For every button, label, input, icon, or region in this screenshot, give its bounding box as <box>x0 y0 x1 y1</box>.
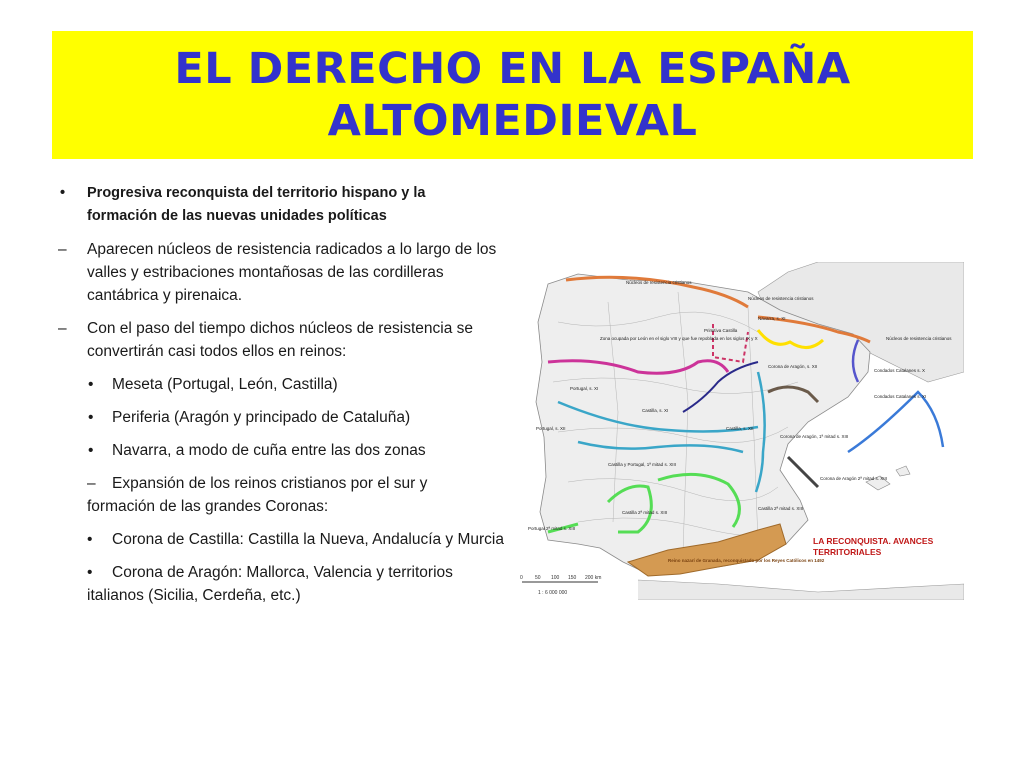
label-nucleos-2: Núcleos de resistencia cristianos <box>748 296 814 301</box>
bullet-mark: • <box>88 442 94 459</box>
scale-tick-50: 50 <box>535 575 541 581</box>
bullet-text: Corona de Aragón: Mallorca, Valencia y territorios italianos (Sicilia, Cerdeña, etc.) <box>87 564 453 604</box>
bullet-text: Navarra, a modo de cuña entre las dos zonas <box>112 442 426 459</box>
label-castilla-2b: Castilla 2ª mitad s. XIII <box>758 506 804 511</box>
list-item <box>56 317 507 363</box>
scale-tick-200: 200 km <box>585 575 602 581</box>
bullet-text: Periferia (Aragón y principado de Cataluña) <box>112 409 411 426</box>
label-primitiva-castilla: Primitiva Castilla <box>704 328 738 333</box>
scale-tick-0: 0 <box>520 575 523 581</box>
list-item <box>56 238 507 307</box>
dash-mark: – <box>58 320 67 337</box>
label-corona-aragon-x: Corona de Aragón, s. XII <box>768 364 818 369</box>
title-line-2: ALTOMEDIEVAL <box>327 96 698 146</box>
dash-mark: – <box>87 475 96 492</box>
label-castilla-portugal: Castilla y Portugal, 1ª mitad s. XIII <box>608 462 676 467</box>
list-item <box>56 561 507 607</box>
label-corona-aragon-2: Corona de Aragón 2ª mitad s. XIII <box>820 476 887 481</box>
bullet-text: Aparecen núcleos de resistencia radicados a lo largo de los valles y estribaciones montañosas de las cordilleras cantábrica y pirenaica. <box>87 241 497 304</box>
list-item <box>56 528 507 551</box>
scale-ratio: 1 : 6 000 000 <box>538 590 568 596</box>
bullet-text: Con el paso del tiempo dichos núcleos de resistencia se convertirán casi todos ellos en reinos: <box>87 320 474 360</box>
label-portugal-xi: Portugal, s. XI <box>570 386 599 391</box>
label-granada: Reino nazarí de Granada, reconquistado por los Reyes Católicos en 1492 <box>668 558 825 563</box>
scale-tick-100: 100 <box>551 575 560 581</box>
map-title-line-2: TERRITORIALES <box>813 547 882 557</box>
list-item <box>56 182 497 228</box>
bullet-list <box>56 182 506 617</box>
label-corona-aragon-xiii: Corona de Aragón, 1ª mitad s. XIII <box>780 434 849 439</box>
scale-tick-150: 150 <box>568 575 577 581</box>
label-zona-ocupada: Zona ocupada por León en el siglo VIII y que fue repoblada en los siglos IX y X <box>600 336 758 341</box>
label-castilla-xii: Castilla, s. XII <box>726 426 754 431</box>
label-castilla-2: Castilla 2ª mitad s. XIII <box>622 510 668 515</box>
list-item <box>56 472 487 518</box>
bullet-mark: • <box>87 564 93 581</box>
list-item <box>56 406 506 429</box>
bullet-mark: • <box>87 531 93 548</box>
title-banner <box>52 31 973 159</box>
bullet-text: Expansión de los reinos cristianos por el sur y formación de las grandes Coronas: <box>87 475 428 515</box>
label-portugal-xii: Portugal, s. XII <box>536 426 566 431</box>
reconquista-map <box>518 262 964 600</box>
map-title-line-1: LA RECONQUISTA. AVANCES <box>813 536 934 546</box>
label-nucleos-3: Núcleos de resistencia cristianos <box>886 336 952 341</box>
label-portugal-2: Portugal 2ª mitad s. XIII <box>528 526 576 531</box>
title-line-1: EL DERECHO EN LA ESPAÑA <box>174 44 851 94</box>
list-item <box>56 439 506 462</box>
list-item <box>56 373 506 396</box>
label-condados-x: Condados Catalanes s. X <box>874 368 926 373</box>
bullet-text: Corona de Castilla: Castilla la Nueva, Andalucía y Murcia <box>112 531 504 548</box>
bullet-mark: • <box>88 376 94 393</box>
bullet-text: Progresiva reconquista del territorio hispano y la formación de las nuevas unidades políticas <box>87 185 426 224</box>
label-navarra: Navarra, s. XI <box>758 316 786 321</box>
label-castilla-xi: Castilla, s. XI <box>642 408 669 413</box>
bullet-mark: • <box>60 185 66 201</box>
label-nucleos-1: Núcleos de resistencia cristianos <box>626 280 692 285</box>
bullet-mark: • <box>88 409 94 426</box>
label-condados-xi: Condados Catalanes s. XI <box>874 394 927 399</box>
bullet-text: Meseta (Portugal, León, Castilla) <box>112 376 338 393</box>
dash-mark: – <box>58 241 67 258</box>
